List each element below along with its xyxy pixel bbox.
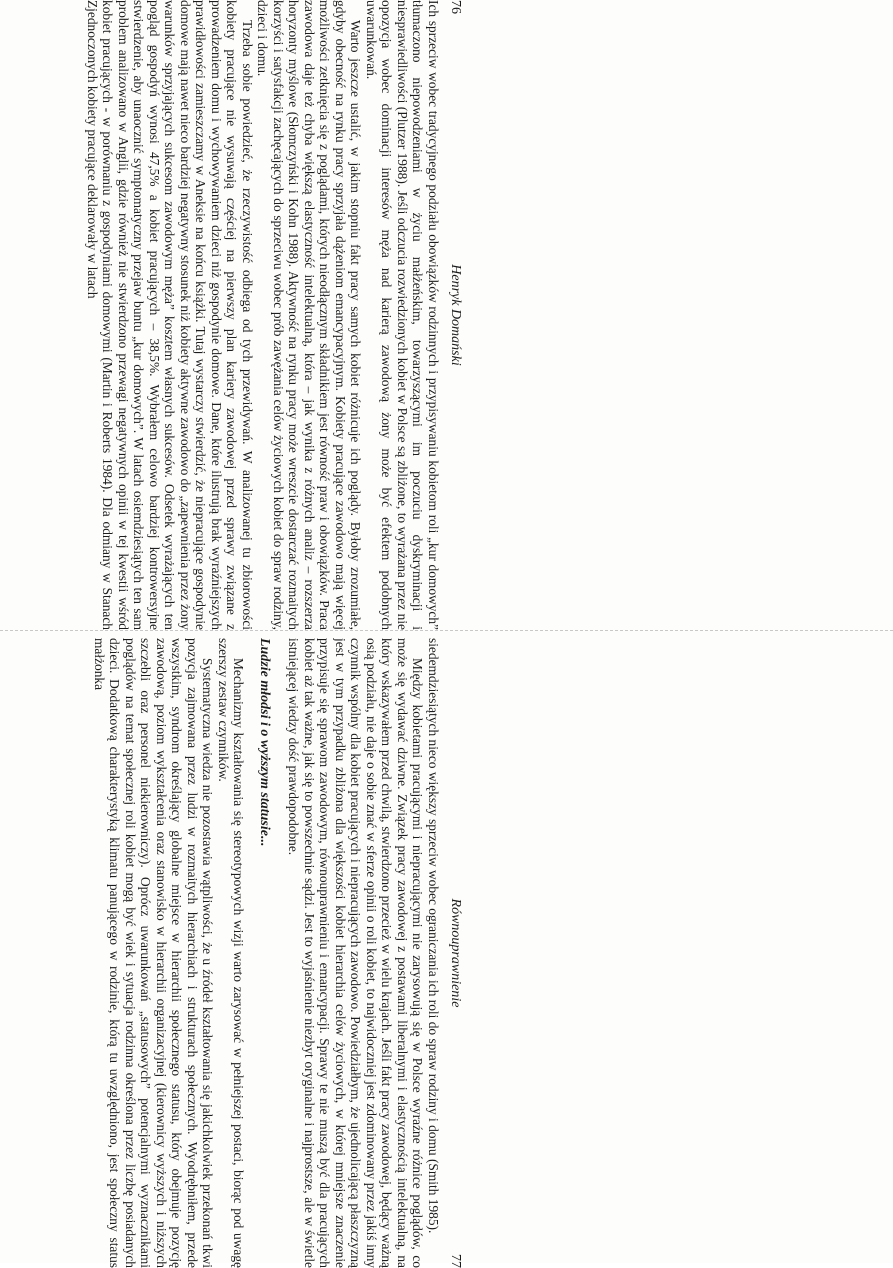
running-head-title: Równouprawnienie <box>448 898 463 1008</box>
paragraph: Ich sprzeciw wobec tradycyjnego podziału obowiązków rodzinnych i przypisywaniu kobietom roli „kur domowych” tłumaczono niepowodzeniami w życiu małżeńskim, towarzyszącymi im poczuciu dyskryminacji i niesprawiedliwości (Plutzer 1988). Jeśli odczucia rozwiedzionych kobiet w Polsce są zbliżone, to wyrażana przez nie opozycja wobec dominacji interesów męża nad karierą zawodową żony może być efektem podobnych uwarunkowań. <box>364 0 441 630</box>
paragraph: Mechanizmy kształtowania się stereotypowych wizji warto zarysować w pełniejszej postaci, biorąc pod uwagę szerszy zestaw czynników. <box>216 638 247 1268</box>
section-heading: Ludzie młodsi i o wyższym statusie... <box>257 638 272 847</box>
running-head <box>443 638 463 1268</box>
page-number: 77 <box>448 1254 463 1268</box>
body-text <box>65 0 441 630</box>
running-head-title: Henryk Domański <box>448 264 463 366</box>
body-text <box>65 638 441 1268</box>
paragraph: Warto jeszcze ustalić, w jakim stopniu fakt pracy samych kobiet różnicuje ich poglądy. Byłoby zrozumiałe, gdyby obecność na rynku pracy sprzyjała dążeniom emancypacyjnym. Kobiety pracujące zawodowo mają więcej możliwości zetknięcia się z poglądami, których nieodłącznym składnikiem jest równość praw i obowiązków. Praca zawodowa daje też chyba większą elastyczność intelektualną, która – jak wynika z różnych analiz – rozszerza horyzonty myślowe (Słomczyński i Kohn 1988). Aktywność na rynku pracy może wreszcie dostarczać rozmaitych korzyści i satysfakcji zachęcających do sprzeciwu wobec prób zawężania celów życiowych kobiet do spraw rodziny, dzieci i domu. <box>255 0 364 630</box>
paragraph: Systematyczna wiedza nie pozostawia wątpliwości, że u źródeł kształtowania się jakichkolwiek przekonań tkwi pozycja zajmowana przez ludzi w rozmaitych hierarchiach i strukturach społecznych. Wyodrębniłem, przede wszystkim, syndrom określający globalne miejsce w hierarchii społecznego statusu, który obejmuje pozycję zawodową, poziom wykształcenia oraz stanowisko w hierarchii organizacyjnej (kierownicy wyższych i niższych szczebli oraz personel niekierowniczy). Oprócz uwarunkowań „statusowych” potencjalnymi wyznacznikami poglądów na temat społecznej roli kobiet mogą być wiek i sytuacja rodzinna określona przez liczbę posiadanych dzieci. Dodatkową charakterystyką klimatu panującego w rodzinie, którą tu uwzględniono, jest społeczny status małżonka <box>92 638 216 1268</box>
paragraph: Między kobietami pracującymi i niepracującymi nie zarysowują się w Polsce wyraźne różnice poglądów, co może się wydawać dziwne. Związek pracy zawodowej z postawami liberalnymi i elastycznością intelektualną, na który wskazywałem przed chwilą, stwierdzono przecież w wielu krajach. Jeśli fakt pracy zawodowej, będący ważną osią podziału, nie daje o sobie znać w sferze opinii o roli kobiet, to najwidoczniej jest zdominowany przez jakiś inny czynnik wspólny dla kobiet pracujących i niepracujących zawodowo. Powiedziałbym, że ujednolicającą płaszczyzną jest w tym przypadku zbliżona dla większości kobiet hierarchia celów życiowych, w której mniejsze znaczenie przypisuje się sprawom zawodowym, równouprawnieniu i emancypacji. Sprawy te nie muszą być dla pracujących kobiet aż tak ważne, jak się to powszechnie sądzi. Jest to wyjaśnienie niezbyt oryginalne i najprostsze, ale w świetle istniejącej wiedzy dość prawdopodobne. <box>286 638 426 1268</box>
paragraph: Trzeba sobie powiedzieć, że rzeczywistość odbiega od tych przewidywań. W analizowanej tu zbiorowości kobiety pracujące nie wysuwają częściej na pierwszy plan kariery zawodowej przed sprawy związane z prowadzeniem domu i wychowywaniem dzieci niż gospodynie domowe. Dane, które ilustrują brak wyraźniejszych prawidłowości zamieszczamy w Aneksie na końcu książki. Tutaj wystarczy stwierdzić, że niepracujące gospodynie domowe mają nawet nieco bardziej negatywny stosunek niż kobiety aktywne zawodowo do „zapewnienia przez żony warunków sprzyjających sukcesom zawodowym męża” kosztem własnych sukcesów. Odsetek wyrażających ten pogląd gospodyń wynosi 47,5% a kobiet pracujących – 38,5%. Wybrałem celowo bardziej kontrowersyjne stwierdzenie, aby unaocznić symptomatyczny przejaw buntu „kur domowych”. W latach osiemdziesiątych ten sam problem analizowano w Anglii, gdzie również nie stwierdzono przewagi negatywnych opinii w tej kwestii wśród kobiet pracujących - w porównaniu z gospodyniami domowymi (Martin i Roberts 1984). Dla odmiany w Stanach Zjednoczonych kobiety pracujące deklarowały w latach <box>85 0 255 630</box>
running-head <box>443 0 463 630</box>
right-page <box>65 638 465 1268</box>
paragraph: siedemdziesiątych nieco większy sprzeciw wobec ograniczania ich roli do spraw rodziny i domu (Smith 1985). <box>426 638 441 1234</box>
page-divider <box>0 630 893 631</box>
left-page <box>65 0 465 630</box>
page-number: 76 <box>448 0 463 14</box>
